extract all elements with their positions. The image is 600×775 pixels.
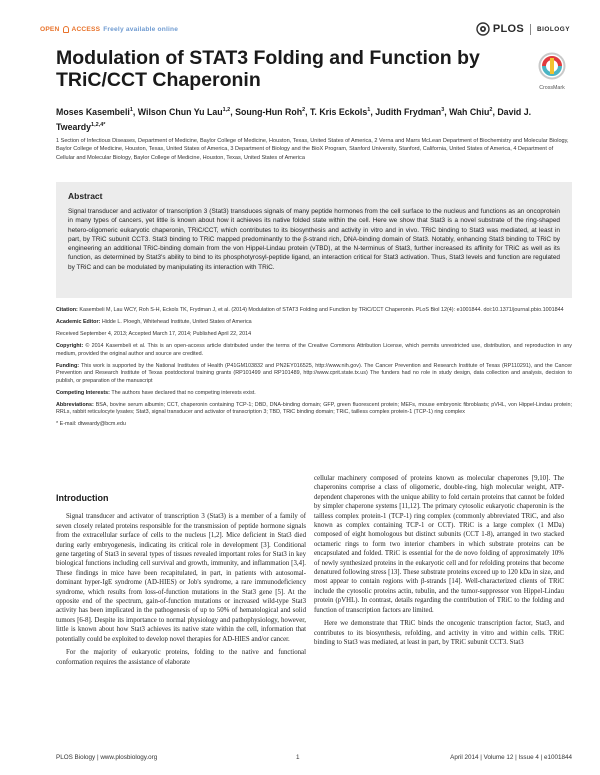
brand-divider — [530, 24, 531, 35]
body-paragraph: cellular machinery composed of proteins known as molecular chaperones [9,10]. The chaperonins comprise a class of oligomeric, double-ring, high molecular weight, ATP-dependent chaperones with the unique ability to fold certain proteins that cannot be folded by simpler chaperone systems [11,12]. The primary cytosolic eukaryotic chaperonin is the tailless complex protein-1 (TCP-1) ring complex (commonly abbreviated TRiC, and also known as complex containing TCP-1 or CCT). TRiC is a large complex (1 MDa) composed of eight homologous but distinct subunits (CCT 1-8), arranged in two stacked octameric rings to form two interior chambers in which substrate proteins can be encapsulated and folded. TRiC is essential for the de novo folding of approximately 10% of newly synthesized proteins in the eukaryotic cell and for refolding proteins that become denatured following stress [13]. These substrate proteins exceed up to 120 kDa in size, and most appear to contain regions with β-strands [14]. Well-characterized clients of TRiC include the cytosolic proteins actin, tubulin, and the tumor-suppressor von Hippel-Lindau protein (pVHL). In contrast, details regarding the contribution of TRiC to the folding and function of transcription factors are limited. — [314, 475, 564, 614]
copyright: Copyright: © 2014 Kasembeli et al. This is an open-access article distributed under the terms of the Creative Commons Attribution License, which permits unrestricted use, distribution, and reproduction in any medium, provided the original author and source are credited. — [56, 342, 572, 357]
body-paragraph: Signal transducer and activator of transcription 3 (Stat3) is a member of a family of seven closely related proteins responsible for the transmission of peptide hormone signals from the extracellular surface of cells to the nucleus [1,2]. Mice deficient in Stat3 died during early embryogenesis, indicating its critical role in development [3]. Conditional gene targeting of Stat3 in several types of tissues revealed important roles for Stat3 in key biological functions including cell survival and growth, immunity, and inflammation [3,4]. These findings in mice have been recapitulated, in part, in patients with autosomal-dominant hyper-IgE syndrome (AD-HIES) or Job's syndrome, a rare immunodeficiency syndrome, which results from loss-of-function mutations in the Stat3 gene [5]. At the opposite end of the spectrum, gain-of-function mutations or increased wild-type Stat3 activity has been implicated in the pathogenesis of up to 50% of hematological and solid tumors [6-8]. Despite its importance to normal physiology and pathophysiology, however, little is known about how Stat3 achieves its native state within the cell, information that potentially could be exploited to develop novel therapies for AD-HIES and/or cancer. — [56, 513, 306, 643]
crossmark-label: CrossMark — [539, 85, 565, 91]
abstract-box — [56, 182, 572, 298]
body-column-right — [314, 474, 564, 651]
page-footer — [56, 754, 572, 764]
dates: Received September 4, 2013; Accepted March 17, 2014; Published April 22, 2014 — [56, 330, 252, 337]
body-paragraph: For the majority of eukaryotic proteins, folding to the native and functional conformation requires the assistance of elaborate — [56, 649, 306, 666]
plos-logo-icon — [476, 22, 490, 36]
author: Moses Kasembeli$^1$, — [56, 106, 138, 117]
top-bar — [40, 23, 570, 42]
open-access-prefix: OPEN — [40, 26, 60, 33]
citation: Citation: Kasembeli M, Lau WCY, Roh S-H, Eckols TK, Frydman J, et al. (2014) Modulation of STAT3 Folding and Function by TRiC/CCT Chaperonin. PLoS Biol 12(4): e1001844. doi:10.1371/journal.pbio.1001844 — [56, 307, 564, 313]
footer-journal: PLOS Biology | www.plosbiology.org — [56, 754, 158, 761]
author: Soung-Hun Roh$^2$, — [235, 106, 311, 117]
publisher-name: PLOS — [492, 23, 525, 35]
article-title: Modulation of STAT3 Folding and Function by TRiC/CCT Chaperonin — [56, 47, 480, 91]
open-access-banner — [40, 26, 178, 33]
page-number: 1 — [296, 754, 300, 761]
body-paragraph: Here we demonstrate that TRiC binds the oncogenic transcription factor, Stat3, and contributes to its biosynthesis, refolding, and activity in vitro and within cells. TRiC binding to Stat3 was mediated, at least in part, by TRiC subunit CCT3. Stat3 — [314, 620, 564, 646]
abstract-text: Signal transducer and activator of transcription 3 (Stat3) transduces signals of many peptide hormones from the cell surface to the nucleus and functions as an oncoprotein in many types of cancers, yet little is known about how it achieves its native folded state within the cell. Here we show that Stat3 is a novel substrate of the ring-shaped hetero-oligomeric eukaryotic chaperonin, TRiC/CCT, which contributes to its biosynthesis and activity in vitro and in vivo. TRiC binding to Stat3 was mediated, at least in part, by TRiC subunit CCT3. Stat3 binding to TRiC mapped predominantly to the β-strand rich, DNA-binding domain of Stat3. Notably, enhancing Stat3 binding to TRiC by engineering an additional TRiC-binding domain from the von Hippel-Lindau protein (vTBD), at the N-terminus of Stat3, further increased its affinity for TRiC as well as its function, as determined by Stat3's ability to bind to its phosphotyrosyl-peptide ligand, an interaction critical for Stat3 activation. Thus, Stat3 levels and function are regulated by TRiC and can be modulated by manipulating its interaction with TRiC. — [68, 208, 560, 271]
article-metadata — [56, 307, 572, 433]
open-access-suffix: ACCESS — [71, 26, 101, 33]
crossmark-icon — [538, 52, 566, 80]
author-list — [56, 104, 571, 134]
journal-brand — [476, 22, 570, 36]
author: T. Kris Eckols$^1$, — [310, 106, 376, 117]
corresponding-email[interactable]: * E-mail: dtweardy@bcm.edu — [56, 421, 126, 428]
abbreviations: Abbreviations: BSA, bovine serum albumin; CCT, chaperonin containing TCP-1; DBD, DNA-binding domain; GFP, green fluorescent protein; MEFs, mouse embryonic fibroblasts; pVHL, von Hippel-Lindau protein; RRLs, rabbit reticulocyte lysates; Stat3, signal transducer and activator of transcription 3; TBD, TRiC binding domain; TRiC, tailless complex protein-1 (TCP-1) ring complex — [56, 401, 573, 416]
body-column-left — [56, 494, 306, 671]
author: Judith Frydman$^3$, — [375, 106, 450, 117]
crossmark-badge[interactable] — [532, 52, 572, 92]
open-lock-icon — [63, 26, 69, 33]
academic-editor: Academic Editor: Hidde L. Ploegh, Whitehead Institute, United States of America — [56, 318, 252, 325]
journal-name: BIOLOGY — [537, 25, 570, 33]
funding: Funding: This work is supported by the National Institutes of Health (P41GM103832 and PN2EY016525, http://www.nih.gov). The Cancer Prevention and Research Institute of Texas (RP110291), and the Cancer Prevention and Research Institute of Texas postdoctoral training grants (RP101499 and RP101489, http://www.cprit.state.tx.us) The funders had no role in study design, data collection and analysis, decision to publish, or preparation of the manuscript — [56, 362, 572, 384]
competing-interests: Competing Interests: The authors have declared that no competing interests exist. — [56, 389, 256, 396]
footer-issue: April 2014 | Volume 12 | Issue 4 | e1001844 — [450, 754, 572, 761]
author: Wilson Chun Yu Lau$^{1,2}$, — [137, 106, 236, 117]
author: Wah Chiu$^2$, — [449, 106, 498, 117]
freely-available-label: Freely available online — [103, 26, 179, 33]
author: David J. Tweardy$^{1,2,4*}$ — [56, 106, 532, 132]
affiliations: 1 Section of Infectious Diseases, Department of Medicine, Baylor College of Medicine, Houston, Texas, United States of America, 2 Verna and Marrs McLean Department of Biochemistry and Molecular Biology, Baylor College of Medicine, Houston, Texas, United States of America, 3 Department of Biology and the BioX Program, Stanford University, Stanford, California, United States of America, 4 Department of Cellular and Molecular Biology, Baylor College of Medicine, Houston, Texas, United States of America — [56, 138, 569, 161]
introduction-heading: Introduction — [56, 493, 109, 503]
abstract-heading: Abstract — [68, 191, 103, 201]
